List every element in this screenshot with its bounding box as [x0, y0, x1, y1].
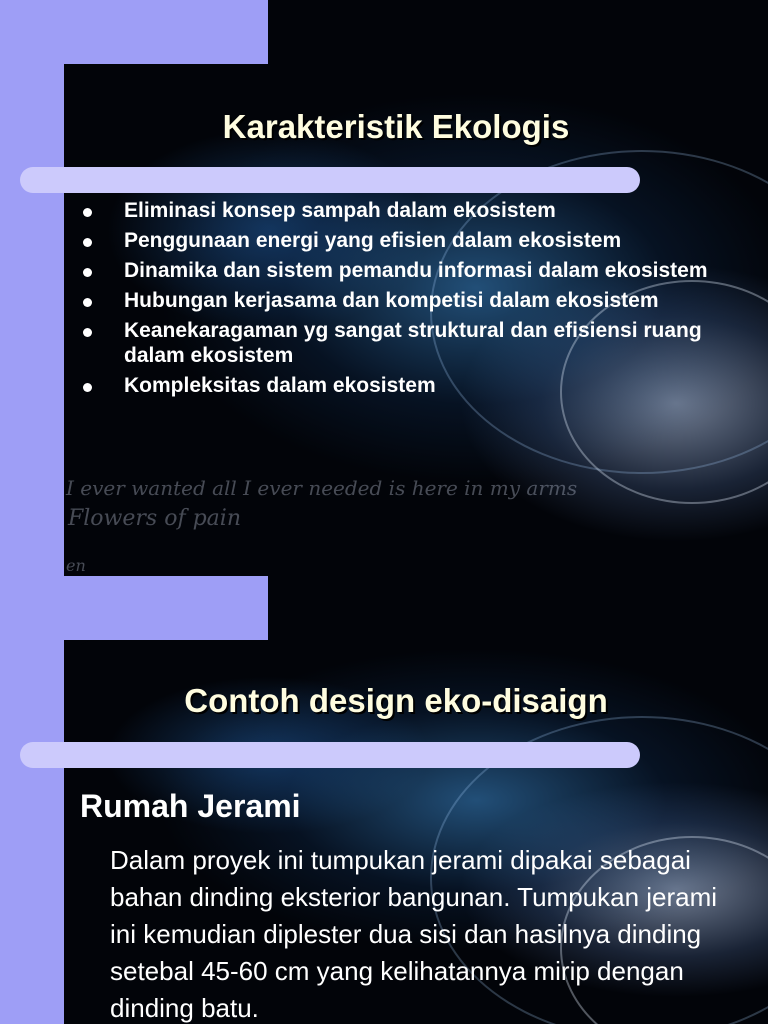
slide-title: Contoh design eko-disaign	[184, 682, 608, 719]
slide-title: Karakteristik Ekologis	[222, 108, 570, 145]
bullet-icon	[83, 298, 92, 307]
list-item: Keanekaragaman yg sangat struktural dan efisiensi ruang dalam ekosistem	[80, 318, 720, 368]
list-item: Eliminasi konsep sampah dalam ekosistem	[80, 198, 720, 223]
bullet-icon	[83, 238, 92, 247]
slide-frame-top	[0, 0, 268, 64]
bullet-icon	[83, 268, 92, 277]
title-underline-bar	[20, 742, 640, 768]
body-paragraph: Dalam proyek ini tumpukan jerami dipakai sebagai bahan dinding eksterior bangunan. Tumpukan jerami ini kemudian diplester dua sisi dan hasilnya dinding setebal 45-60 cm yang kelihatannya mirip dengan dinding batu.	[110, 845, 718, 1023]
watermark-small: en	[66, 556, 86, 575]
bullet-list	[80, 198, 720, 403]
bullet-icon	[83, 208, 92, 217]
list-item: Dinamika dan sistem pemandu informasi dalam ekosistem	[80, 258, 720, 283]
slide-frame-top	[0, 576, 268, 640]
list-item: Penggunaan energi yang efisien dalam ekosistem	[80, 228, 720, 253]
slide-2	[0, 576, 768, 1024]
watermark-text: I ever wanted all I ever needed is here in my arms	[66, 476, 578, 500]
list-item: Kompleksitas dalam ekosistem	[80, 373, 720, 398]
section-heading: Rumah Jerami	[80, 788, 301, 824]
slide-frame-left	[0, 0, 64, 576]
bullet-icon	[83, 328, 92, 337]
bullet-icon	[83, 383, 92, 392]
slide-frame-left	[0, 576, 64, 1024]
watermark-title: Flowers of pain	[68, 506, 241, 531]
title-underline-bar	[20, 167, 640, 193]
list-item: Hubungan kerjasama dan kompetisi dalam ekosistem	[80, 288, 720, 313]
